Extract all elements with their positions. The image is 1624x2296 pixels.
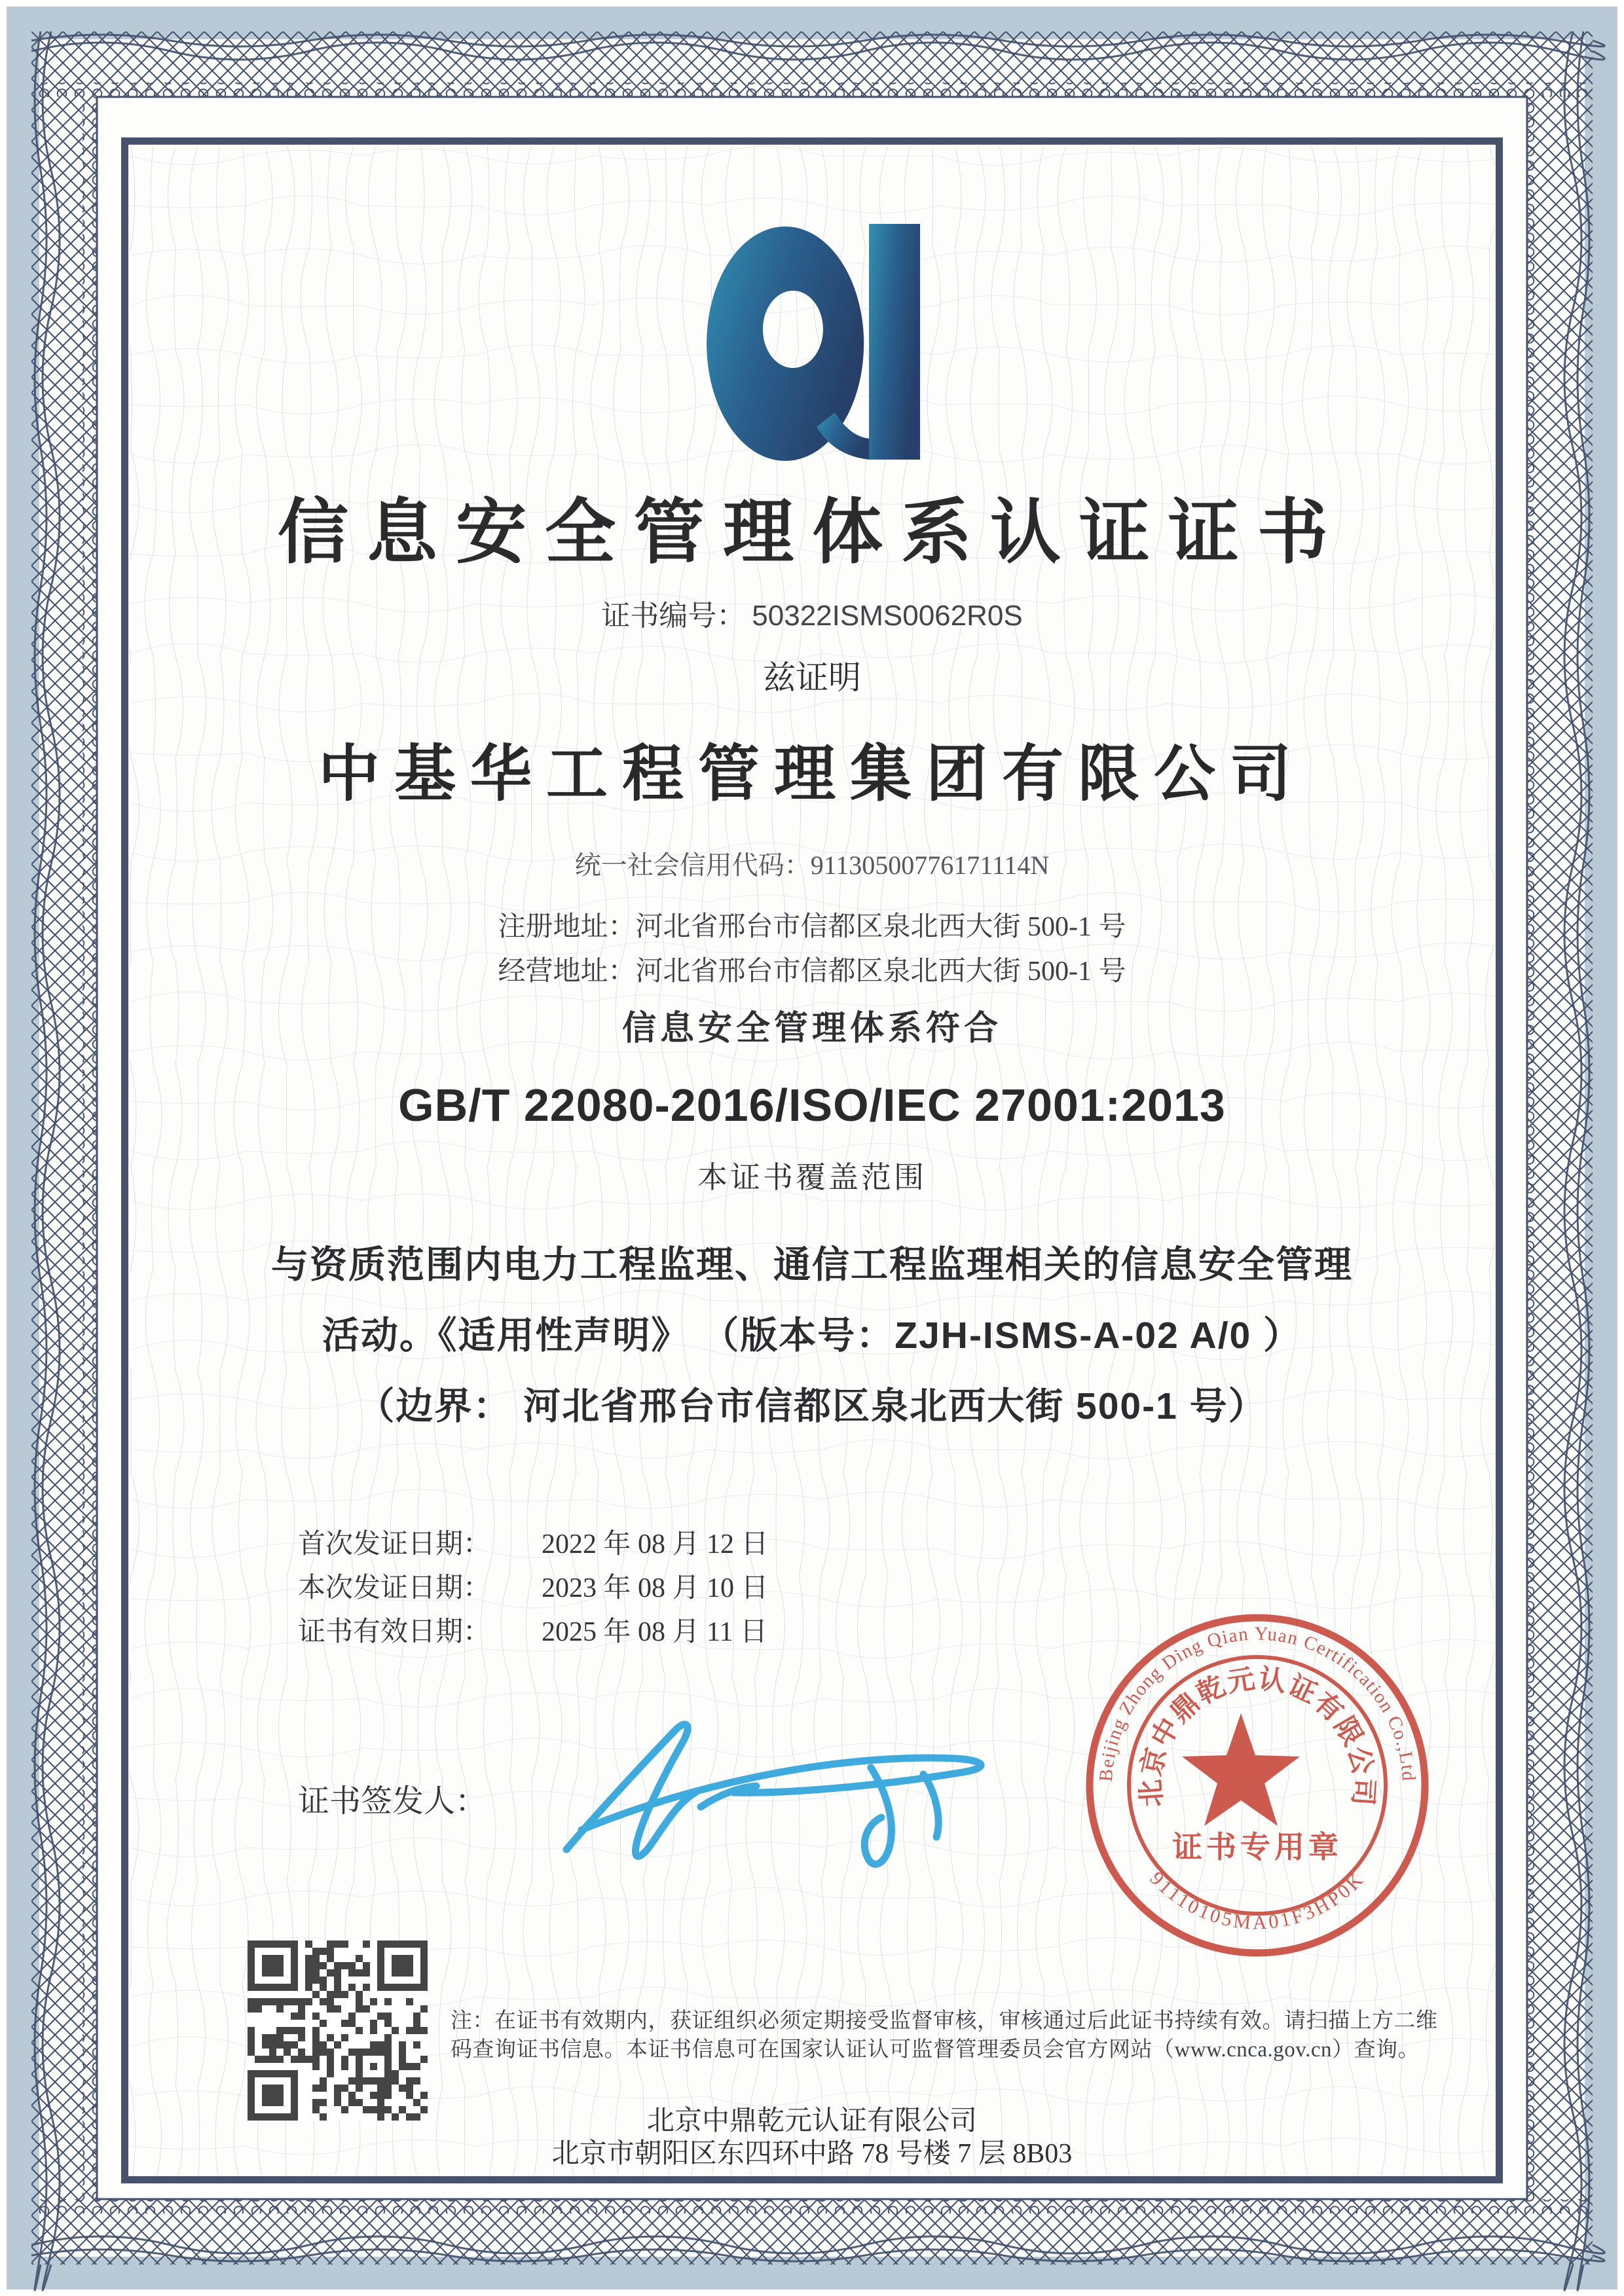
uscc-value: 91130500776171114N [810, 850, 1050, 880]
footer-company: 北京中鼎乾元认证有限公司 [646, 2106, 977, 2136]
standard-code: GB/T 22080-2016/ISO/IEC 27001:2013 [398, 1080, 1226, 1131]
footer-address: 北京市朝阳区东四环中路 78 号楼 7 层 8B03 [551, 2139, 1073, 2169]
business-address: 经营地址：河北省邢台市信都区泉北西大街 500-1 号 [498, 957, 1126, 987]
svg-text:91110105MA01F3HP0K [1146, 1868, 1369, 1934]
signature-scrawl-icon [504, 1696, 1028, 1892]
date-value: 2023 年 08 月 10 日 [542, 1573, 769, 1603]
scope-line: 活动。《适用性声明》 （版本号：ZJH-ISMS-A-02 A/0 ） [322, 1315, 1302, 1357]
cert-number-label: 证书编号： [601, 600, 746, 632]
issue-dates-table [298, 1531, 769, 1662]
certifier-d-logo-icon [704, 223, 920, 464]
cert-number-row [128, 592, 1496, 634]
company-name: 中基华工程管理集团有限公司 [318, 739, 1306, 808]
scope-line: 与资质范围内电力工程监理、通信工程监理相关的信息安全管理 [271, 1244, 1353, 1286]
seal-chinese-name: 北京中鼎乾元认证有限公司 [1134, 1662, 1380, 1808]
registered-address: 注册地址：河北省邢台市信都区泉北西大街 500-1 号 [498, 912, 1126, 942]
seal-chop-label: 证书专用章 [1172, 1830, 1342, 1864]
cert-number-value: 50322ISMS0062R0S [752, 600, 1023, 632]
note-line-1: 注：在证书有效期内，获证组织必须定期接受监督审核，审核通过后此证书持续有效。请扫描上方二维 [451, 2009, 1438, 2033]
seal-english-name: Beijing Zhong Ding Qian Yuan Certification Co.,Ltd [1095, 1623, 1420, 1783]
conformity-statement: 信息安全管理体系符合 [621, 1010, 1002, 1048]
seal-registration-code: 91110105MA01F3HP0K [1145, 1867, 1369, 1934]
certify-statement: 兹证明 [763, 659, 861, 696]
certificate-title: 信息安全管理体系认证证书 [277, 492, 1346, 572]
date-value: 2022 年 08 月 12 日 [542, 1529, 769, 1559]
uscc-label: 统一社会信用代码： [574, 850, 811, 880]
qr-code [248, 1941, 428, 2121]
valid-until-date-row [298, 1618, 769, 1646]
certification-seal [1074, 1597, 1441, 1977]
date-value: 2025 年 08 月 11 日 [542, 1617, 767, 1647]
signer-label: 证书签发人： [298, 1784, 487, 1819]
date-label: 首次发证日期： [298, 1529, 491, 1559]
scope-line: （边界： 河北省邢台市信都区泉北西大街 500-1 号） [357, 1385, 1267, 1427]
scope-title: 本证书覆盖范围 [697, 1160, 927, 1194]
uscc-row [128, 845, 1496, 882]
first-issue-date-row [298, 1531, 769, 1558]
seal-star-icon [1182, 1713, 1300, 1826]
date-label: 本次发证日期： [298, 1573, 491, 1603]
date-label: 证书有效日期： [298, 1617, 491, 1647]
current-issue-date-row [298, 1575, 769, 1602]
note-line-2: 码查询证书信息。本证书信息可在国家认证认可监督管理委员会官方网站（www.cnca.gov.cn）查询。 [451, 2038, 1420, 2062]
